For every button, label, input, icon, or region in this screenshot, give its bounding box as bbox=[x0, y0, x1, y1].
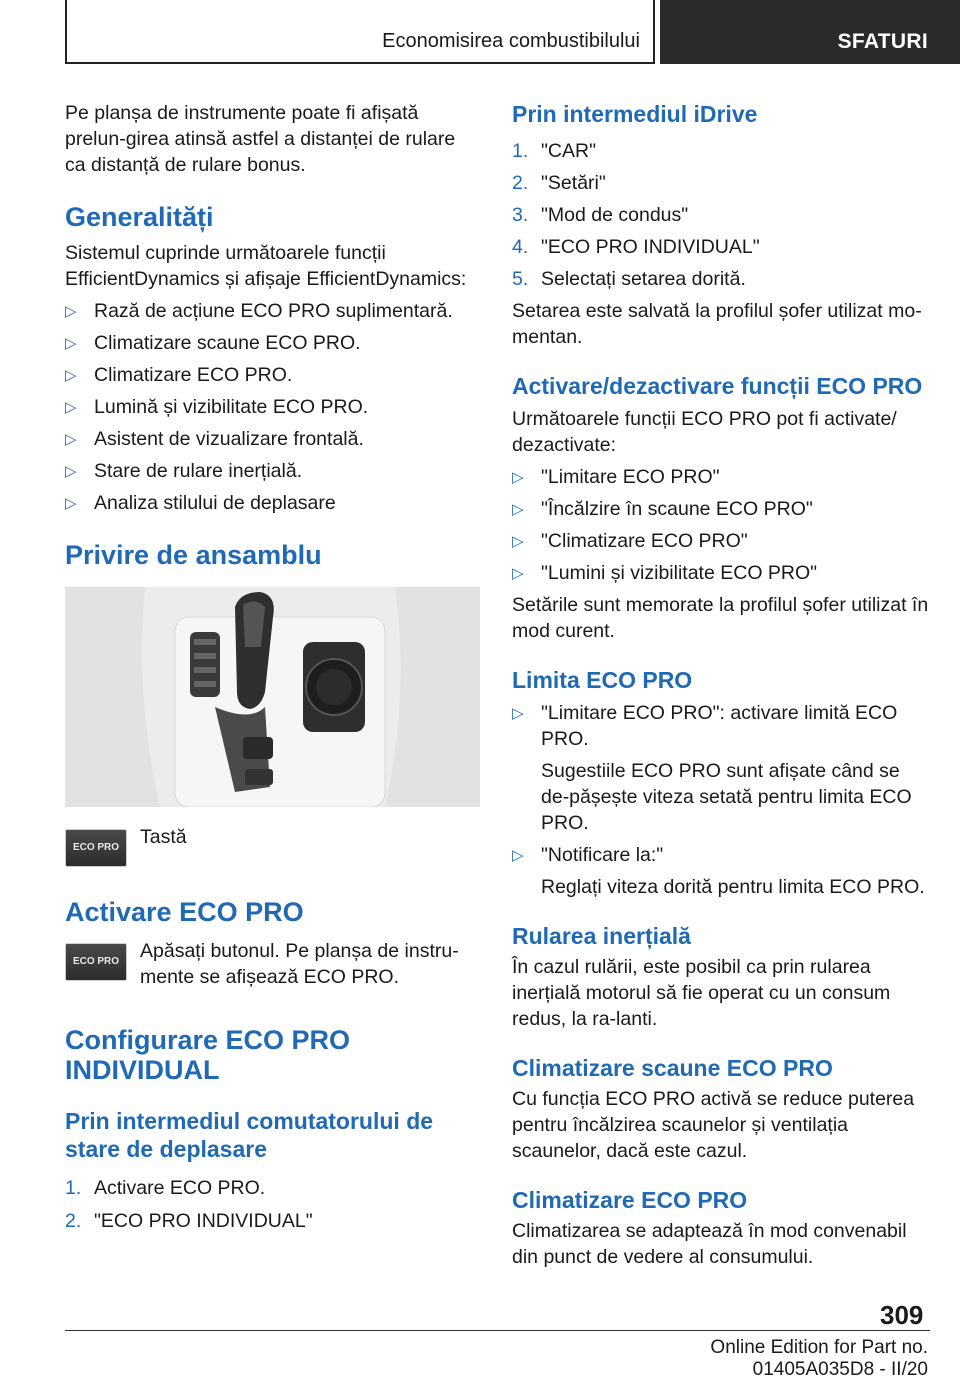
coasting-paragraph: În cazul rulării, este posibil ca prin rularea inerțială motorul să fie operat cu un consum redus, la ra-lanti. bbox=[512, 956, 891, 1030]
page-number: 309 bbox=[880, 1300, 924, 1330]
bullet-triangle-icon: ▷ bbox=[65, 367, 77, 384]
list-item: ▷ Lumină și vizibilitate ECO PRO. bbox=[65, 394, 480, 420]
list-item: 2. "ECO PRO INDIVIDUAL" bbox=[65, 1210, 313, 1232]
bullet-triangle-icon: ▷ bbox=[512, 469, 524, 486]
list-item: ▷ "Climatizare ECO PRO" bbox=[512, 528, 930, 554]
list-item: ▷ Rază de acțiune ECO PRO suplimentară. bbox=[65, 298, 480, 324]
saved-paragraph: Setarea este salvată la profilul șofer utilizat mo-mentan. bbox=[512, 300, 922, 348]
general-list bbox=[65, 298, 480, 516]
list-item: ▷ Climatizare scaune ECO PRO. bbox=[65, 330, 480, 356]
heading-climate: Climatizare ECO PRO bbox=[512, 1187, 748, 1213]
list-item: ▷ "Lumini și vizibilitate ECO PRO" bbox=[512, 560, 930, 586]
bullet-triangle-icon: ▷ bbox=[65, 399, 77, 416]
list-item: ▷ Analiza stilului de deplasare bbox=[65, 490, 480, 516]
footer-edition: Online Edition for Part no. 01405A035D8 - II/20 bbox=[710, 1337, 928, 1380]
list-item: ▷ Climatizare ECO PRO. bbox=[65, 362, 480, 388]
list-item: 5. Selectați setarea dorită. bbox=[512, 268, 746, 290]
list-item: 1. "CAR" bbox=[512, 140, 597, 162]
section-tab-label: SFATURI bbox=[837, 30, 928, 53]
bullet-triangle-icon: ▷ bbox=[65, 463, 77, 480]
climate-paragraph: Climatizarea se adaptează în mod convenabil din punct de vedere al consumului. bbox=[512, 1220, 907, 1268]
intro-paragraph: Pe planșa de instrumente poate fi afișată prelun-girea atinsă astfel a distanței de rulare ca distanță de rulare bonus. bbox=[65, 102, 456, 176]
bullet-triangle-icon: ▷ bbox=[512, 533, 524, 550]
list-item: 2. "Setări" bbox=[512, 172, 606, 194]
memorized-paragraph: Setările sunt memorate la profilul șofer utilizat în mod curent. bbox=[512, 594, 929, 642]
key-label: Tastă bbox=[140, 826, 187, 848]
seat-climate-paragraph: Cu funcția ECO PRO activă se reduce puterea pentru încălzirea scaunelor și ventilația scaunelor, dacă este cazul. bbox=[512, 1088, 915, 1162]
heading-via-switch: Prin intermediul comutatorului de stare de deplasare bbox=[65, 1108, 434, 1162]
heading-overview: Privire de ansamblu bbox=[65, 540, 322, 570]
limit-item2-detail: Reglați viteza dorită pentru limita ECO PRO. bbox=[541, 876, 925, 898]
heading-toggle: Activare/dezactivare funcții ECO PRO bbox=[512, 373, 923, 399]
bullet-triangle-icon: ▷ bbox=[65, 335, 77, 352]
section-tab bbox=[660, 0, 960, 64]
bullet-triangle-icon: ▷ bbox=[65, 431, 77, 448]
heading-activate: Activare ECO PRO bbox=[65, 897, 304, 927]
heading-general: Generalități bbox=[65, 202, 214, 232]
activate-paragraph: Apăsați butonul. Pe planșa de instru-mente se afișează ECO PRO. bbox=[140, 940, 459, 988]
heading-idrive: Prin intermediul iDrive bbox=[512, 101, 758, 127]
bullet-triangle-icon: ▷ bbox=[512, 565, 524, 582]
console-drawing bbox=[65, 587, 480, 807]
bullet-triangle-icon: ▷ bbox=[65, 495, 77, 512]
toggle-paragraph: Următoarele funcții ECO PRO pot fi activate/ dezactivate: bbox=[512, 408, 897, 456]
config-section bbox=[65, 1025, 480, 1234]
bullet-triangle-icon: ▷ bbox=[65, 303, 77, 320]
limit-list bbox=[512, 700, 930, 900]
bullet-triangle-icon: ▷ bbox=[512, 847, 524, 864]
heading-coasting: Rularea inerțială bbox=[512, 923, 691, 949]
center-console-illustration bbox=[65, 587, 480, 807]
idrive-steps bbox=[512, 138, 930, 292]
list-item: 1. Activare ECO PRO. bbox=[65, 1177, 266, 1199]
footer-divider bbox=[65, 1330, 930, 1331]
via-switch-steps bbox=[65, 1175, 480, 1234]
section-title: Economisirea combustibilului bbox=[382, 30, 640, 52]
left-column bbox=[65, 100, 480, 570]
list-item: ▷ Asistent de vizualizare frontală. bbox=[65, 426, 480, 452]
heading-config: Configurare ECO PRO INDIVIDUAL bbox=[65, 1025, 351, 1085]
eco-pro-button-icon: ECO PRO bbox=[65, 829, 127, 867]
limit-item1-detail: Sugestiile ECO PRO sunt afișate când se de-pășește viteza setată pentru limita ECO PRO. bbox=[541, 760, 912, 834]
toggle-list bbox=[512, 464, 930, 586]
list-item: 4. "ECO PRO INDIVIDUAL" bbox=[512, 236, 760, 258]
list-item: ▷ "Încălzire în scaune ECO PRO" bbox=[512, 496, 930, 522]
eco-pro-button-icon: ECO PRO bbox=[65, 943, 127, 981]
bullet-triangle-icon: ▷ bbox=[512, 705, 524, 722]
general-paragraph: Sistemul cuprinde următoarele funcții EfficientDynamics și afișaje EfficientDynamics: bbox=[65, 242, 467, 290]
list-item: ▷ "Limitare ECO PRO": activare limită ECO PRO. bbox=[512, 702, 898, 750]
list-item: ▷ Stare de rulare inerțială. bbox=[65, 458, 480, 484]
list-item: ▷ "Limitare ECO PRO" bbox=[512, 464, 930, 490]
right-column bbox=[512, 100, 930, 1270]
heading-limit: Limita ECO PRO bbox=[512, 667, 693, 693]
heading-seat-climate: Climatizare scaune ECO PRO bbox=[512, 1055, 833, 1081]
bullet-triangle-icon: ▷ bbox=[512, 501, 524, 518]
list-item: 3. "Mod de condus" bbox=[512, 204, 689, 226]
list-item: ▷ "Notificare la:" bbox=[512, 842, 930, 868]
